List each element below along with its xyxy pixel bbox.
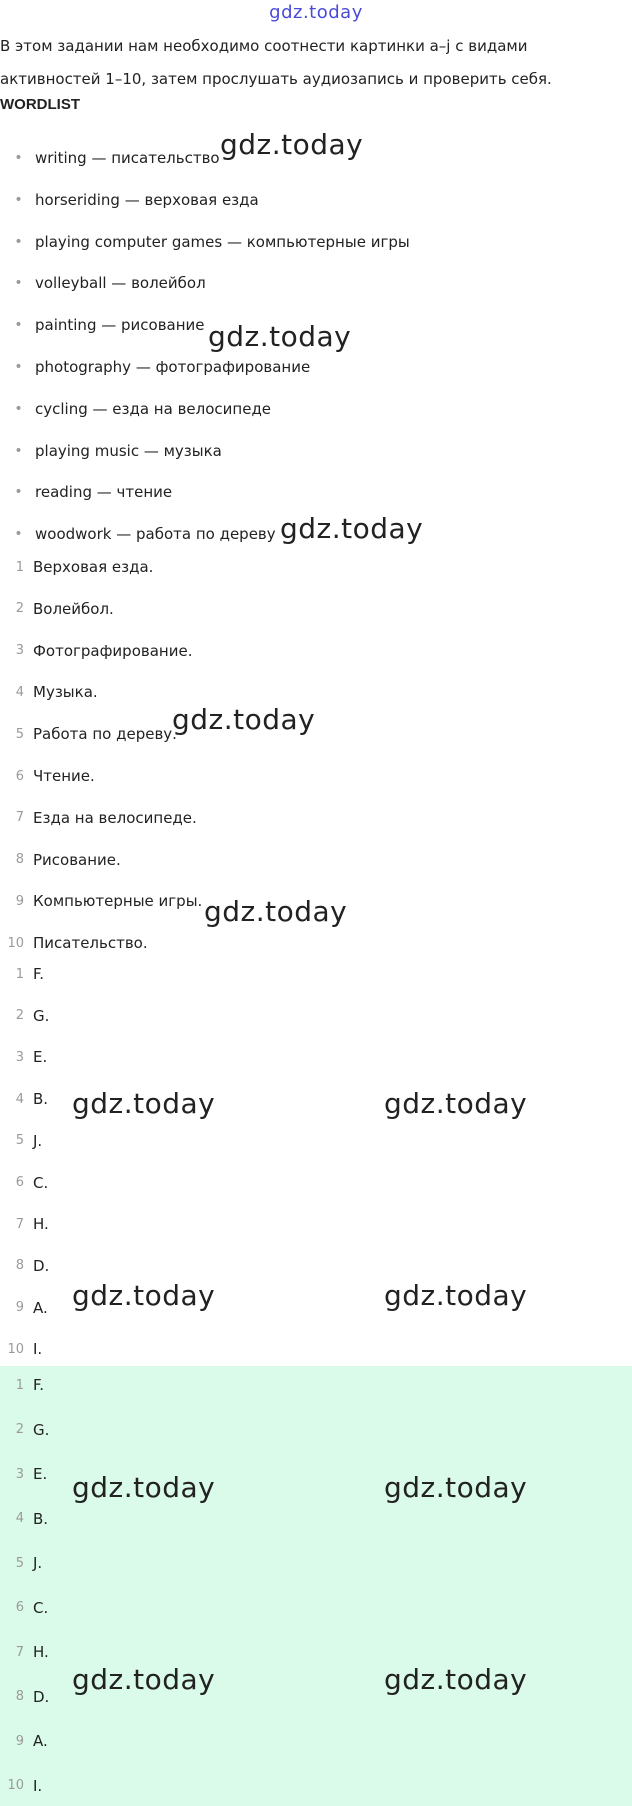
item-number: 10 [7,1778,24,1793]
item-number: 8 [15,852,24,868]
wordlist-item [0,189,259,211]
translation-item [0,598,114,620]
watermark: gdz.today [204,895,348,928]
watermark: gdz.today [72,1663,216,1696]
wordlist-title: WORDLIST [0,96,80,113]
answer-item [0,1338,42,1360]
checked-answer-text: C. [33,1598,49,1617]
wordlist-text: playing music — музыка [35,441,222,460]
answer-item [0,963,44,985]
wordlist-item [0,231,410,253]
answer-item [0,1046,47,1068]
translation-text: Писательство. [33,934,148,953]
checked-answer-text: A. [33,1732,48,1750]
watermark: gdz.today [220,128,364,161]
checked-answer-item [0,1374,44,1396]
watermark: gdz.today [384,1471,528,1504]
intro-text: В этом задании нам необходимо соотнести картинки a–j с видами активностей 1–10, затем прослушать аудиозапись и проверить себя. [0,37,552,88]
answer-item [0,1130,42,1152]
item-number: 1 [15,559,24,575]
watermark: gdz.today [208,320,352,353]
wordlist-item [0,398,271,420]
item-number: 5 [15,1133,24,1149]
wordlist-item [0,272,206,294]
translation-item [0,807,197,829]
watermark: gdz.today [72,1279,216,1312]
answer-text: D. [33,1256,50,1275]
answer-item [0,1172,48,1194]
watermark: gdz.today [384,1279,528,1312]
item-number: 7 [15,810,24,826]
wordlist-text: playing computer games — компьютерные игры [35,232,410,251]
answer-text: B. [33,1090,49,1109]
translation-item [0,723,177,745]
item-number: 4 [15,1091,24,1107]
item-number: 3 [15,1466,24,1482]
answer-text: F. [33,965,44,983]
item-number: 2 [15,601,24,617]
item-number: 1 [15,1377,24,1393]
item-number: 4 [15,1511,24,1526]
wordlist-text: volleyball — волейбол [35,274,206,293]
answer-item [0,1297,48,1319]
bullet-icon: • [14,275,23,292]
item-number: 6 [15,1175,24,1190]
wordlist-item [0,481,172,503]
translation-item [0,890,202,912]
bullet-icon: • [14,526,23,543]
translation-text: Компьютерные игры. [33,892,203,911]
checked-answer-text: B. [33,1509,49,1528]
answer-text: C. [33,1173,49,1192]
answer-check-band [0,1366,632,1806]
bullet-icon: • [14,400,23,417]
watermark: gdz.today [384,1087,528,1120]
item-number: 8 [15,1258,24,1274]
wordlist-item [0,314,205,336]
translation-text: Работа по дереву. [33,725,177,744]
answer-text: J. [33,1131,43,1150]
checked-answer-text: I. [33,1776,43,1795]
item-number: 10 [7,935,24,951]
checked-answer-item [0,1597,48,1619]
translation-text: Рисование. [33,850,121,869]
item-number: 9 [15,1300,24,1316]
checked-answer-item [0,1686,49,1708]
translation-text: Волейбол. [33,599,114,618]
checked-answer-text: H. [33,1643,49,1661]
answer-text: E. [33,1048,48,1067]
wordlist-text: cycling — езда на велосипеде [35,399,272,418]
wordlist-item [0,147,220,169]
translation-text: Фотографирование. [33,641,193,660]
wordlist-text: painting — рисование [35,316,205,335]
watermark: gdz.today [172,703,316,736]
bullet-icon: • [14,233,23,250]
wordlist-item [0,356,310,378]
item-number: 5 [15,726,24,742]
bullet-icon: • [14,150,23,166]
item-number: 3 [15,643,24,659]
translation-item [0,556,153,578]
checked-answer-item [0,1419,49,1441]
bullet-icon: • [14,442,23,459]
checked-answer-text: J. [33,1554,43,1572]
watermark: gdz.today [72,1087,216,1120]
translation-text: Чтение. [33,767,95,785]
answer-text: G. [33,1006,50,1025]
wordlist-text: woodwork — работа по дереву [35,525,276,544]
translation-item [0,765,95,787]
wordlist-text: writing — писательство [35,149,220,167]
bullet-icon: • [14,484,23,501]
checked-answer-item [0,1508,48,1530]
answer-item [0,1088,48,1110]
item-number: 2 [15,1422,24,1437]
item-number: 1 [15,966,24,982]
bullet-icon: • [14,191,23,208]
checked-answer-text: E. [33,1465,48,1483]
translation-text: Музыка. [33,683,98,702]
translation-text: Верховая езда. [33,558,154,576]
checked-answer-item [0,1730,48,1752]
answer-item [0,1005,49,1027]
watermark: gdz.today [384,1663,528,1696]
item-number: 7 [15,1216,24,1232]
item-number: 10 [7,1341,24,1357]
watermark: gdz.today [72,1471,216,1504]
item-number: 9 [15,1733,24,1749]
bullet-icon: • [14,359,23,375]
item-number: 2 [15,1008,24,1024]
watermark: gdz.today [280,512,424,545]
item-number: 7 [15,1644,24,1660]
wordlist-text: reading — чтение [35,483,173,502]
answer-text: I. [33,1340,43,1359]
item-number: 8 [15,1689,24,1704]
checked-answer-item [0,1775,42,1797]
bullet-icon: • [14,317,23,334]
answer-item [0,1255,49,1277]
checked-answer-text: D. [33,1687,50,1706]
wordlist-text: photography — фотографирование [35,358,311,376]
item-number: 9 [15,893,24,909]
translation-item [0,681,98,703]
answer-text: H. [33,1215,49,1234]
item-number: 6 [15,1600,24,1615]
checked-answer-text: G. [33,1420,50,1439]
item-number: 5 [15,1555,24,1571]
answer-text: A. [33,1298,48,1317]
translation-text: Езда на велосипеде. [33,808,197,827]
site-logo[interactable]: gdz.today [269,2,363,23]
translation-item [0,640,192,662]
checked-answer-item [0,1641,49,1663]
item-number: 4 [15,684,24,700]
item-number: 6 [15,768,24,784]
wordlist-text: horseriding — верховая езда [35,190,259,209]
checked-answer-item [0,1552,42,1574]
answer-item [0,1213,49,1235]
translation-item [0,849,121,871]
item-number: 3 [15,1049,24,1065]
translation-item [0,932,148,954]
wordlist-item [0,523,276,545]
wordlist-item [0,440,222,462]
checked-answer-item [0,1463,47,1485]
checked-answer-text: F. [33,1376,44,1394]
